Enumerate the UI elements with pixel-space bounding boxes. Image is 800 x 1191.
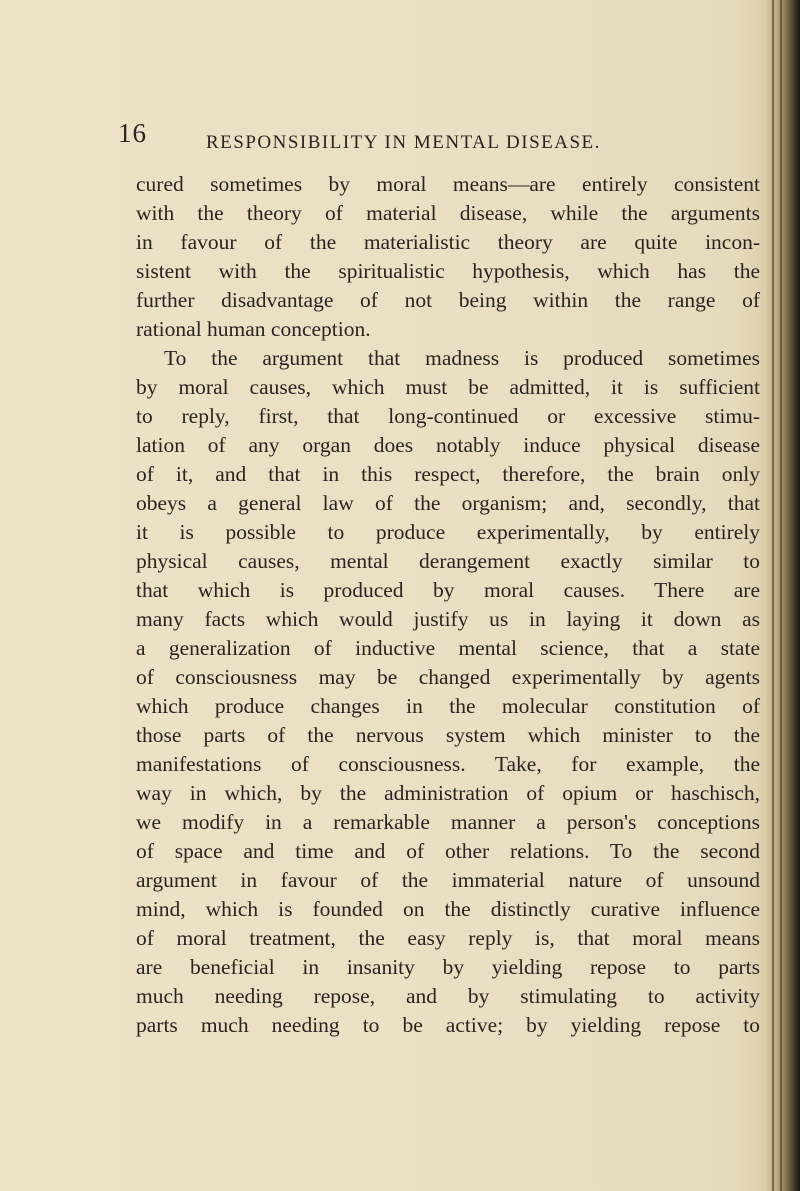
text-line: that which is produced by moral causes. There are	[136, 578, 760, 602]
text-line: many facts which would justify us in laying it down as	[136, 607, 760, 631]
text-line: physical causes, mental derangement exactly similar to	[136, 549, 760, 573]
text-line: lation of any organ does notably induce physical disease	[136, 433, 760, 457]
text-line: further disadvantage of not being within the range of	[136, 288, 760, 312]
text-line: much needing repose, and by stimulating to activity	[136, 984, 760, 1008]
text-line: cured sometimes by moral means—are entirely consistent	[136, 172, 760, 196]
text-line: a generalization of inductive mental science, that a state	[136, 636, 760, 660]
body-text	[136, 170, 760, 1040]
text-line: manifestations of consciousness. Take, for example, the	[136, 752, 760, 776]
text-line: with the theory of material disease, while the arguments	[136, 201, 760, 225]
text-line: parts much needing to be active; by yielding repose to	[136, 1013, 760, 1037]
page-number: 16	[118, 118, 147, 148]
text-line: To the argument that madness is produced sometimes	[164, 346, 760, 370]
text-line: those parts of the nervous system which minister to the	[136, 723, 760, 747]
text-line: to reply, first, that long-continued or excessive stimu-	[136, 404, 760, 428]
text-line: rational human conception.	[136, 317, 371, 341]
text-line: sistent with the spiritualistic hypothesis, which has the	[136, 259, 760, 283]
spine-edge-line	[780, 0, 782, 1191]
text-line: it is possible to produce experimentally, by entirely	[136, 520, 760, 544]
book-spine-shadow	[766, 0, 800, 1191]
running-head: RESPONSIBILITY IN MENTAL DISEASE.	[206, 132, 601, 153]
page-header	[0, 118, 800, 154]
text-line: argument in favour of the immaterial nature of unsound	[136, 868, 760, 892]
text-line: which produce changes in the molecular constitution of	[136, 694, 760, 718]
text-line: mind, which is founded on the distinctly curative influence	[136, 897, 760, 921]
text-line: in favour of the materialistic theory are quite incon-	[136, 230, 760, 254]
text-line: of it, and that in this respect, therefore, the brain only	[136, 462, 760, 486]
text-line: of consciousness may be changed experimentally by agents	[136, 665, 760, 689]
text-line: of moral treatment, the easy reply is, that moral means	[136, 926, 760, 950]
text-line: we modify in a remarkable manner a person's conceptions	[136, 810, 760, 834]
spine-edge-line	[772, 0, 774, 1191]
text-line: by moral causes, which must be admitted, it is sufficient	[136, 375, 760, 399]
text-line: are beneficial in insanity by yielding repose to parts	[136, 955, 760, 979]
text-line: of space and time and of other relations. To the second	[136, 839, 760, 863]
text-line: way in which, by the administration of opium or haschisch,	[136, 781, 760, 805]
text-line: obeys a general law of the organism; and, secondly, that	[136, 491, 760, 515]
